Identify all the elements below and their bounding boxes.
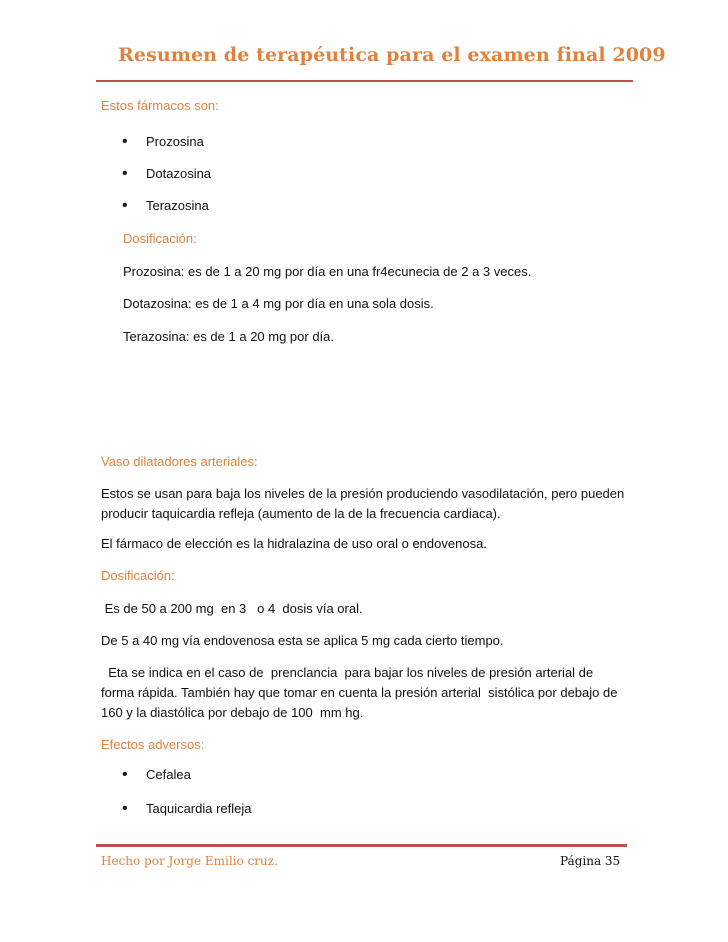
header-rule [96, 80, 633, 82]
dosing-line: Terazosina: es de 1 a 20 mg por día. [123, 329, 335, 344]
intro-heading: Estos fármacos son: [101, 98, 219, 113]
list-item [122, 765, 191, 785]
bullet-icon: • [122, 766, 128, 783]
footer-rule [96, 844, 627, 847]
drug-name: Prozosina [146, 134, 204, 149]
bullet-icon: • [122, 165, 128, 182]
effect-name: Taquicardia refleja [146, 801, 252, 816]
dosing-line: Prozosina: es de 1 a 20 mg por día en una fr4ecunecia de 2 a 3 veces. [123, 264, 532, 279]
list-item [122, 799, 252, 819]
list-item [122, 196, 209, 216]
bullet-icon: • [122, 800, 128, 817]
footer-author: Hecho por Jorge Emilio cruz. [101, 854, 278, 868]
list-item [122, 132, 204, 152]
page-header-title: Resumen de terapéutica para el examen final 2009 [118, 44, 666, 66]
dosing-line: Dotazosina: es de 1 a 4 mg por día en una sola dosis. [123, 296, 434, 311]
paragraph: Estos se usan para baja los niveles de la presión produciendo vasodilatación, pero pueden producir taquicardia refleja (aumento de la de la frecuencia cardiaca). [101, 486, 625, 521]
bullet-icon: • [122, 197, 128, 214]
dosing-heading: Dosificación: [101, 568, 175, 583]
drug-name: Terazosina [146, 198, 209, 213]
dose-line: De 5 a 40 mg vía endovenosa esta se aplica 5 mg cada cierto tiempo. [101, 633, 504, 648]
paragraph: El fármaco de elección es la hidralazina de uso oral o endovenosa. [101, 536, 487, 551]
effects-heading: Efectos adversos: [101, 737, 205, 752]
section-heading: Vaso dilatadores arteriales: [101, 454, 258, 469]
paragraph: Eta se indica en el caso de prenclancia para bajar los niveles de presión arterial de forma rápida. También hay que tomar en cuenta la presión arterial sistólica por debajo de 160 y la diastólica por debajo de 100 mm hg. [101, 665, 622, 720]
dosing-heading: Dosificación: [123, 231, 197, 246]
bullet-icon: • [122, 133, 128, 150]
list-item [122, 164, 211, 184]
drug-name: Dotazosina [146, 166, 212, 181]
effect-name: Cefalea [146, 767, 191, 782]
dose-line: Es de 50 a 200 mg en 3 o 4 dosis vía oral. [101, 601, 363, 616]
page-number: Página 35 [560, 854, 621, 868]
